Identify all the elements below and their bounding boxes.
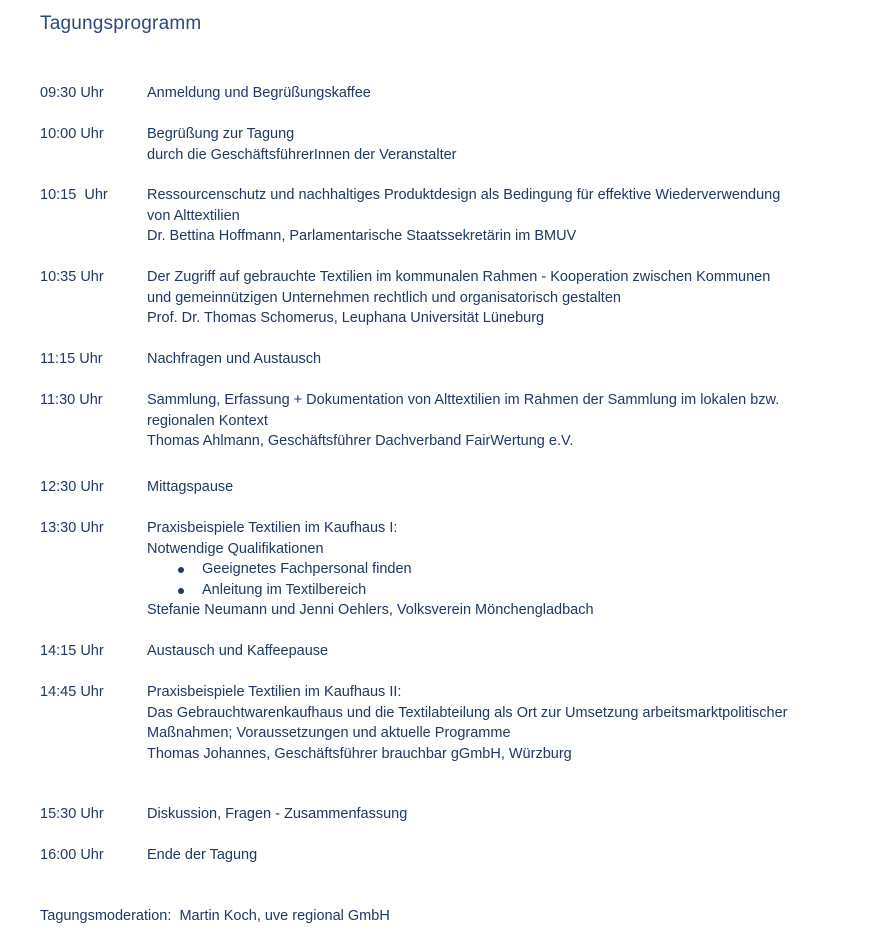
entry-line: Austausch und Kaffeepause [147,643,329,659]
entry-line: Diskussion, Fragen - Zusammenfassung [147,806,408,822]
entry-content [147,682,840,764]
entry-line: Praxisbeispiele Textilien im Kaufhaus I: [147,520,398,536]
entry-line: Thomas Johannes, Geschäftsführer brauchbar gGmbH, Würzburg [147,745,572,762]
entry-line: Praxisbeispiele Textilien im Kaufhaus II: [147,684,402,700]
entry-time: 13:30 Uhr [40,520,104,536]
bullet-item: Geeignetes Fachpersonal finden [147,559,840,580]
entry-line: Dr. Bettina Hoffmann, Parlamentarische Staatssekretärin im BMUV [147,228,577,244]
entry-time: 16:00 Uhr [40,847,104,863]
entry-line: durch die GeschäftsführerInnen der Veranstalter [147,146,457,163]
entry-content [147,267,840,329]
entry-line: Maßnahmen; Voraussetzungen und aktuelle Programme [147,725,511,741]
entry-time: 09:30 Uhr [40,85,104,101]
entry-content [147,83,840,104]
entry-content [147,641,840,662]
page-title: Tagungsprogramm [40,13,202,34]
entry-line: Begrüßung zur Tagung [147,126,295,142]
bullet-item: Anleitung im Textilbereich [147,580,840,601]
entry-line: Prof. Dr. Thomas Schomerus, Leuphana Universität Lüneburg [147,310,545,326]
entry-time: 14:15 Uhr [40,643,104,659]
entry-content [147,804,840,825]
entry-content [147,124,840,165]
entry-content [147,477,840,498]
entry-speaker: Stefanie Neumann und Jenni Oehlers, Volksverein Mönchengladbach [147,602,594,618]
entry-line: Sammlung, Erfassung + Dokumentation von Alttextilien im Rahmen der Sammlung im lokalen bzw. [147,392,780,408]
entry-time: 10:15 Uhr [40,187,108,203]
entry-line: Mittagspause [147,479,234,495]
entry-time: 15:30 Uhr [40,806,104,822]
entry-time: 10:35 Uhr [40,269,104,285]
moderation-note: Tagungsmoderation: Martin Koch, uve regional GmbH [40,908,390,924]
entry-content [147,390,840,452]
entry-line: und gemeinnützigen Unternehmen rechtlich und organisatorisch gestalten [147,289,621,306]
entry-line: von Alttextilien [147,207,240,224]
entry-line: regionalen Kontext [147,412,268,429]
entry-content [147,845,840,866]
entry-line: Thomas Ahlmann, Geschäftsführer Dachverband FairWertung e.V. [147,433,574,449]
entry-content [147,185,840,247]
entry-time: 10:00 Uhr [40,126,104,142]
entry-line: Der Zugriff auf gebrauchte Textilien im kommunalen Rahmen - Kooperation zwischen Kommunen [147,269,771,285]
entry-line: Das Gebrauchtwarenkaufhaus und die Textilabteilung als Ort zur Umsetzung arbeitsmarktpolitischer [147,704,788,721]
bullet-list [147,559,840,600]
entry-time: 11:30 Uhr [40,392,103,408]
entry-time: 11:15 Uhr [40,351,103,367]
entry-content [147,349,840,370]
entry-line: Ende der Tagung [147,847,258,863]
entry-line: Ressourcenschutz und nachhaltiges Produktdesign als Bedingung für effektive Wiederverwendung [147,187,781,203]
entry-line: Anmeldung und Begrüßungskaffee [147,85,371,101]
entry-line: Nachfragen und Austausch [147,351,322,367]
entry-line: Notwendige Qualifikationen [147,540,324,557]
entry-time: 14:45 Uhr [40,684,104,700]
entry-content [147,518,840,621]
entry-time: 12:30 Uhr [40,479,104,495]
